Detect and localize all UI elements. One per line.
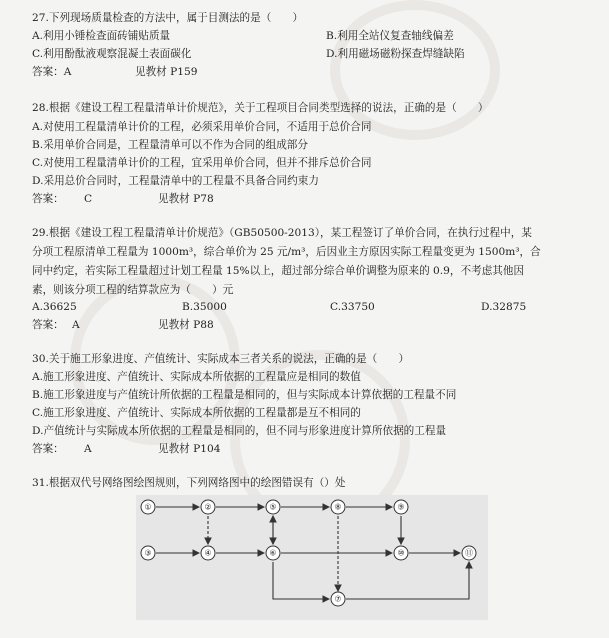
question-30-option-c: C.施工形象进度、产值统计、实际成本所依据的工程量都是互不相同的 bbox=[32, 407, 361, 419]
node-6-label: ⑥ bbox=[269, 548, 277, 558]
network-diagram-svg bbox=[136, 495, 488, 620]
node-1-label: ① bbox=[144, 502, 152, 512]
question-27-option-d: D.利用磁场磁粉探查焊缝缺陷 bbox=[326, 48, 465, 60]
question-28-answer-row bbox=[32, 192, 214, 206]
question-28-option-b: B.采用单价合同是，工程量清单可以不作为合同的组成部分 bbox=[32, 139, 308, 151]
node-7-label: ⑦ bbox=[334, 594, 342, 604]
textbook-reference: 见教材 P78 bbox=[158, 193, 214, 205]
question-28-option-a: A.对使用工程量清单计价的工程，必须采用单价合同，不适用于总价合同 bbox=[32, 121, 372, 133]
textbook-reference: 见教材 P159 bbox=[135, 66, 198, 78]
question-29-option-d: D.32875 bbox=[481, 301, 527, 313]
node-5-label: ⑤ bbox=[269, 502, 277, 512]
network-diagram bbox=[136, 495, 488, 620]
question-28-stem: 28.根据《建设工程工程量清单计价规范》，关于工程项目合同类型选择的说法，正确的是（ ） bbox=[32, 102, 489, 114]
node-3-label: ③ bbox=[144, 548, 152, 558]
arrow-7-11 bbox=[346, 562, 469, 599]
question-27-option-b: B.利用全站仪复查轴线偏差 bbox=[326, 30, 454, 42]
watermark-ring bbox=[330, 0, 500, 140]
question-27-option-c: C.利用酚酞液观察混凝土表面碳化 bbox=[32, 48, 192, 60]
node-11-label: ⑪ bbox=[465, 548, 473, 558]
answer-label: 答案： bbox=[32, 193, 64, 205]
question-30-answer-row bbox=[32, 442, 221, 456]
question-30-option-a: A.施工形象进度、产值统计、实际成本所依据的工程量应是相同的数值 bbox=[32, 371, 361, 383]
textbook-reference: 见教材 P88 bbox=[158, 319, 214, 331]
node-10-label: ⑩ bbox=[397, 548, 405, 558]
question-27-option-a: A.利用小锤检查面砖铺贴质量 bbox=[32, 30, 171, 42]
question-29-stem-line-2: 分项工程原清单工程量为 1000m³，综合单价为 25 元/m³，后因业主方原因实际工程量变更为 1500m³，合 bbox=[32, 246, 541, 258]
question-29-option-b: B.35000 bbox=[182, 301, 227, 313]
question-30-stem: 30.关于施工形象进度、产值统计、实际成本三者关系的说法，正确的是（ ） bbox=[32, 353, 410, 365]
question-29-option-a: A.36625 bbox=[32, 301, 77, 313]
question-29-stem-line-4: 素，则该分项工程的结算款应为（ ）元 bbox=[32, 284, 234, 296]
question-29-answer-row bbox=[32, 318, 214, 332]
answer-label: 答案： bbox=[32, 319, 64, 331]
answer-value: A bbox=[63, 66, 72, 78]
question-30-option-b: B.施工形象进度与产值统计所依据的工程量是相同的，但与实际成本计算依据的工程量不同 bbox=[32, 389, 457, 401]
node-9-label: ⑨ bbox=[397, 502, 405, 512]
question-28-option-c: C.对使用工程量清单计价的工程，宜采用单价合同，但并不排斥总价合同 bbox=[32, 157, 372, 169]
question-29-stem-line-1: 29.根据《建设工程工程量清单计价规范》（GB50500-2013），某工程签订了单价合同，在执行过程中，某 bbox=[32, 227, 532, 239]
question-29-option-c: C.33750 bbox=[330, 301, 375, 313]
answer-value: C bbox=[84, 193, 93, 205]
node-8-label: ⑧ bbox=[334, 502, 342, 512]
question-27-stem: 27.下列现场质量检查的方法中，属于目测法的是（ ） bbox=[32, 12, 304, 24]
answer-value: A bbox=[84, 443, 92, 455]
node-2-label: ② bbox=[204, 502, 212, 512]
answer-value: A bbox=[72, 319, 80, 331]
question-30-option-d: D.产值统计与实际成本所依据的工程量是相同的，但不同与形象进度计算所依据的工程量 bbox=[32, 425, 447, 437]
answer-label: 答案： bbox=[32, 66, 64, 78]
question-27-answer-row bbox=[32, 65, 198, 79]
question-28-option-d: D.采用总价合同时，工程量清单中的工程量不具备合同约束力 bbox=[32, 175, 319, 187]
question-31-stem: 31.根据双代号网络图绘图规则，下列网络图中的绘图错误有（）处 bbox=[32, 477, 346, 489]
textbook-reference: 见教材 P104 bbox=[158, 443, 221, 455]
answer-label: 答案： bbox=[32, 443, 64, 455]
arrow-6-7 bbox=[273, 562, 329, 599]
question-29-stem-line-3: 同中约定，若实际工程量超过计划工程量 15%以上，超过部分综合单价调整为原来的 0.9，不考虑其他因 bbox=[32, 265, 525, 277]
node-4-label: ④ bbox=[204, 548, 212, 558]
